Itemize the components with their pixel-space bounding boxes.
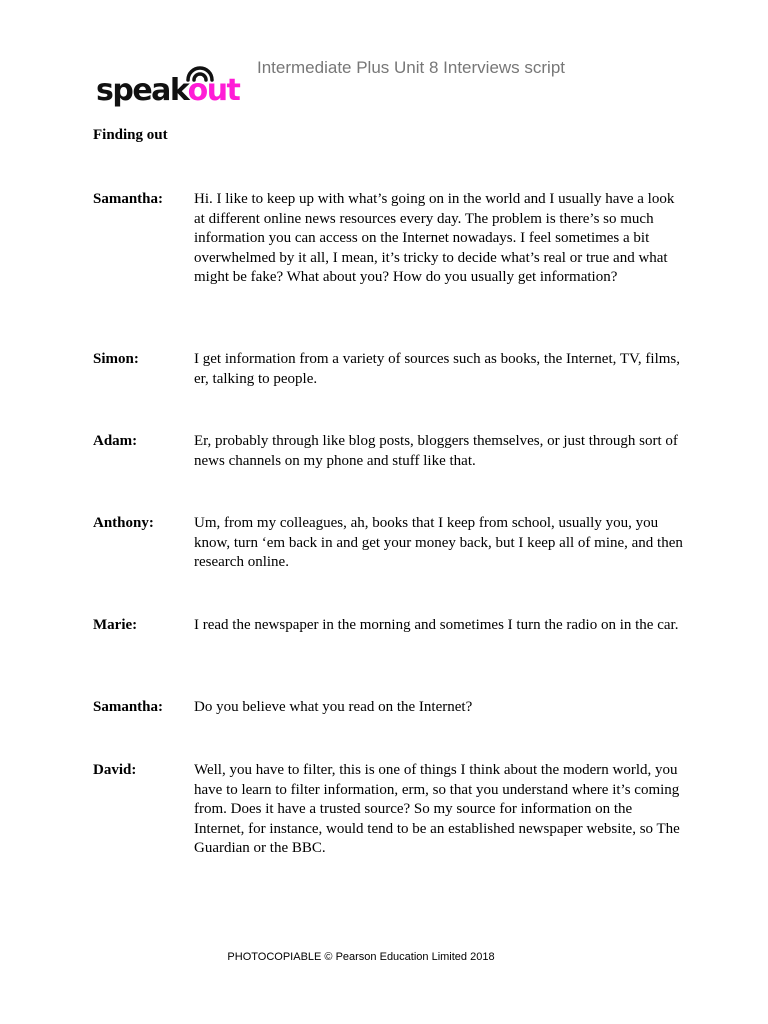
speaker-name: Samantha: (93, 191, 164, 207)
section-title: Finding out (93, 127, 168, 143)
logo-out: out (187, 73, 240, 108)
logo-speak: speak (96, 73, 188, 108)
transcript-turn (93, 514, 683, 573)
utterance-text: I read the newspaper in the morning and sometimes I turn the radio on in the car. (194, 617, 679, 633)
speaker-name: David: (93, 762, 137, 778)
transcript-turn (93, 190, 683, 288)
utterance-text: Er, probably through like blog posts, bloggers themselves, or just through sort of news channels on my phone and stuff like that. (194, 433, 678, 469)
transcript-turn (93, 350, 683, 389)
speakout-logo (96, 62, 256, 112)
speaker-name: Marie: (93, 617, 138, 633)
utterance-text: Hi. I like to keep up with what’s going on in the world and I usually have a look at different online news resources every day. The problem is there’s so much information you can access on the Internet nowadays. I feel sometimes a bit overwhelmed by it all, I mean, it’s tricky to decide what’s real or true and what might be fake? What about you? How do you usually get information? (194, 191, 675, 285)
utterance-text: Um, from my colleagues, ah, books that I keep from school, usually you, you know, turn ‘em back in and get your money back, but I keep all of mine, and then research online. (194, 515, 683, 570)
speaker-name: Anthony: (93, 515, 154, 531)
speaker-name: Simon: (93, 351, 139, 367)
speaker-name: Samantha: (93, 699, 164, 715)
speaker-name: Adam: (93, 433, 138, 449)
copyright-footer: PHOTOCOPIABLE © Pearson Education Limited 2018 (227, 951, 495, 963)
utterance-text: Well, you have to filter, this is one of things I think about the modern world, you have to learn to filter information, erm, so that you understand where it’s coming from. Does it have a trusted source? So my source for information on the Internet, for instance, would tend to be an established newspaper website, so The Guardian or the BBC. (194, 762, 680, 856)
utterance-text: I get information from a variety of sources such as books, the Internet, TV, films, er, talking to people. (194, 351, 680, 387)
logo-wordmark (96, 74, 239, 108)
document-header-title: Intermediate Plus Unit 8 Interviews script (257, 58, 566, 77)
transcript-turn (93, 761, 683, 859)
transcript-turn (93, 698, 683, 718)
utterance-text: Do you believe what you read on the Internet? (194, 699, 473, 715)
transcript-turn (93, 432, 683, 471)
transcript-turn (93, 616, 683, 636)
